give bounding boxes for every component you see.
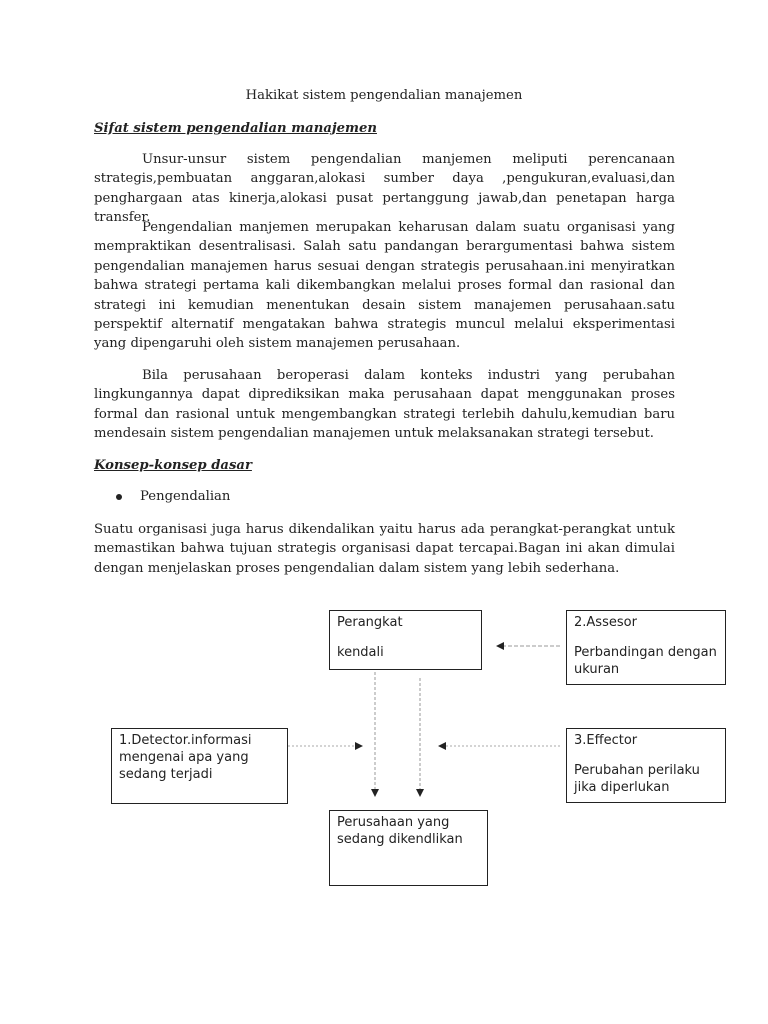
control-device-label: Perangkat xyxy=(337,615,403,630)
assessor-label: 2.Assesor xyxy=(574,615,637,630)
box-company xyxy=(329,810,488,886)
effector-description: Perubahan perilaku jika diperlukan xyxy=(574,763,700,795)
control-device-sublabel: kendali xyxy=(337,645,384,660)
paragraph-2: Pengendalian manjemen merupakan keharusan dalam suatu organisasi yang mempraktikan desentralisasi. Salah satu pandangan berargumentasi bahwa sistem pengendalian manajemen harus sesuai dengan strategis perusahaan.ini menyiratkan bahwa strategi pertama kali dikembangkan melalui proses formal dan rasional dan strategi ini kemudian menentukan desain sistem manajemen perusahaan.satu perspektif alternatif mengatakan bahwa strategis muncul melalui eksperimentasi yang dipengaruhi oleh sistem manajemen perusahaan. xyxy=(94,220,675,352)
paragraph-4: Suatu organisasi juga harus dikendalikan yaitu harus ada perangkat-perangkat untuk memastikan bahwa tujuan strategis organisasi dapat tercapai.Bagan ini akan dimulai dengan menjelaskan proses pengendalian dalam sistem yang lebih sederhana. xyxy=(94,522,675,576)
paragraph-3: Bila perusahaan beroperasi dalam konteks industri yang perubahan lingkungannya dapat diprediksikan maka perusahaan dapat menggunakan proses formal dan rasional untuk mengembangkan strategi terlebih dahulu,kemudian baru mendesain sistem pengendalian manajemen untuk melaksanakan strategi tersebut. xyxy=(94,368,675,442)
section-heading-konsep: Konsep-konsep dasar xyxy=(94,458,252,473)
company-label: Perusahaan yang sedang dikendlikan xyxy=(337,815,463,847)
box-effector xyxy=(566,728,726,803)
page-title: Hakikat sistem pengendalian manajemen xyxy=(245,88,523,103)
bullet-text: Pengendalian xyxy=(140,489,231,504)
box-control-device xyxy=(329,610,482,670)
detector-label: 1.Detector.informasi mengenai apa yang sedang terjadi xyxy=(119,733,252,782)
box-detector xyxy=(111,728,288,804)
assessor-description: Perbandingan dengan ukuran xyxy=(574,645,717,677)
section-heading-sifat: Sifat sistem pengendalian manajemen xyxy=(94,121,377,136)
effector-label: 3.Effector xyxy=(574,733,638,748)
paragraph-1: Unsur-unsur sistem pengendalian manjemen meliputi perencanaan strategis,pembuatan anggaran,alokasi sumber daya ,pengukuran,evaluasi,dan penghargaan atas kinerja,alokasi pusat pertanggung jawab,dan penetapan harga transfer. xyxy=(94,152,675,226)
box-assessor xyxy=(566,610,726,685)
